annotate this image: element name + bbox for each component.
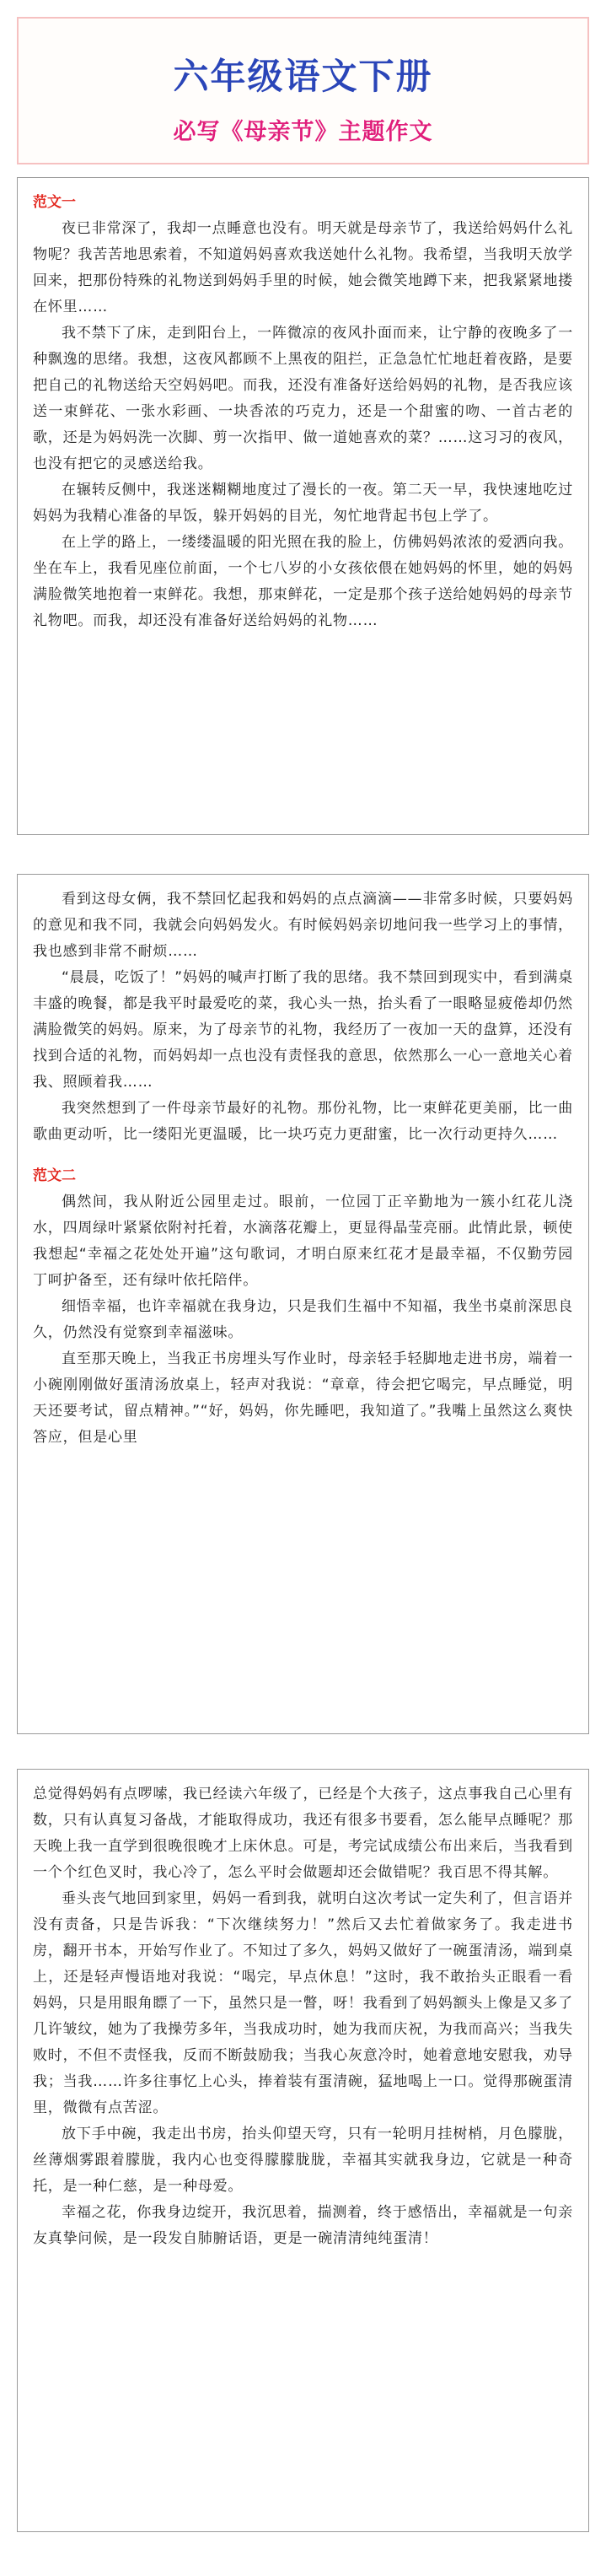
header-banner	[17, 17, 589, 164]
essay-card-2	[17, 874, 589, 1734]
page-subtitle: 必写《母亲节》主题作文	[173, 119, 433, 145]
paragraph: 我突然想到了一件母亲节最好的礼物。那份礼物，比一束鲜花更美丽，比一曲歌曲更动听，比一缕阳光更温暖，比一块巧克力更甜蜜，比一次行动更持久……	[33, 1100, 573, 1143]
paragraph: 细悟幸福，也许幸福就在我身边，只是我们生福中不知福，我坐书桌前深思良久，仍然没有觉察到幸福滋味。	[33, 1298, 573, 1341]
section-label-fan2: 范文二	[33, 1167, 76, 1184]
paragraph: 夜已非常深了，我却一点睡意也没有。明天就是母亲节了，我送给妈妈什么礼物呢？我苦苦地思索着，不知道妈妈喜欢我送她什么礼物。我希望，当我明天放学回来，把那份特殊的礼物送到妈妈手里的时候，她会微笑地蹲下来，把我紧紧地搂在怀里……	[33, 220, 573, 315]
paragraph: 我不禁下了床，走到阳台上，一阵微凉的夜风扑面而来，让宁静的夜晚多了一种飘逸的思绪。我想，这夜风都顾不上黑夜的阻拦，正急急忙忙地赶着夜路，是要把自己的礼物送给天空妈妈吧。而我，还没有准备好送给妈妈的礼物，是否我应该送一束鲜花、一张水彩画、一块香浓的巧克力，还是一个甜蜜的吻、一首古老的歌，还是为妈妈洗一次脚、剪一次指甲、做一道她喜欢的菜？……这习习的夜风，也没有把它的灵感送给我。	[33, 325, 573, 472]
paragraph: 总觉得妈妈有点啰嗦，我已经读六年级了，已经是个大孩子，这点事我自己心里有数，只有认真复习备战，才能取得成功，我还有很多书要看，怎么能早点睡呢？那天晚上我一直学到很晚很晚才上床休息。可是，考完试成绩公布出来后，当我看到一个个红色叉时，我心冷了，怎么平时会做题却还会做错呢？我百思不得其解。	[33, 1786, 573, 1881]
paragraph: 垂头丧气地回到家里，妈妈一看到我，就明白这次考试一定失利了，但言语并没有责备，只是告诉我：“下次继续努力！”然后又去忙着做家务了。我走进书房，翻开书本，开始写作业了。不知过了多久，妈妈又做好了一碗蛋清汤，端到桌上，还是轻声慢语地对我说：“喝完，早点休息！”这时，我不敢抬头正眼看一看妈妈，只是用眼角瞟了一下，虽然只是一瞥，呀！我看到了妈妈额头上像是又多了几许皱纹，她为了我操劳多年，当我成功时，她为我而庆祝，为我而高兴；当我失败时，不但不责怪我，反而不断鼓励我；当我心灰意冷时，她着意地安慰我，劝导我；当我……许多往事忆上心头，捧着装有蛋清碗，猛地喝上一口。觉得那碗蛋清里，微微有点苦涩。	[33, 1890, 573, 2116]
paragraph: “晨晨，吃饭了！”妈妈的喊声打断了我的思绪。我不禁回到现实中，看到满桌丰盛的晚餐，都是我平时最爱吃的菜，我心头一热，抬头看了一眼略显疲倦却仍然满脸微笑的妈妈。原来，为了母亲节的礼物，我经历了一夜加一天的盘算，还没有找到合适的礼物，而妈妈却一点也没有责怪我的意思，依然那么一心一意地关心着我、照顾着我……	[33, 969, 573, 1091]
paragraph: 直至那天晚上，当我正书房埋头写作业时，母亲轻手轻脚地走进书房，端着一小碗刚刚做好蛋清汤放桌上，轻声对我说：“章章，待会把它喝完，早点睡觉，明天还要考试，留点精神。”“好，妈妈，你先睡吧，我知道了。”我嘴上虽然这么爽快答应，但是心里	[33, 1350, 573, 1446]
essay-card-1	[17, 177, 589, 835]
section-label-fan1: 范文一	[33, 194, 76, 211]
essay-card-3	[17, 1769, 589, 2532]
paragraph: 在辗转反侧中，我迷迷糊糊地度过了漫长的一夜。第二天一早，我快速地吃过妈妈为我精心准备的早饭，躲开妈妈的目光，匆忙地背起书包上学了。	[33, 482, 573, 525]
paragraph: 看到这母女俩，我不禁回忆起我和妈妈的点点滴滴——非常多时候，只要妈妈的意见和我不同，我就会向妈妈发火。有时候妈妈亲切地问我一些学习上的事情，我也感到非常不耐烦……	[33, 891, 573, 960]
paragraph: 放下手中碗，我走出书房，抬头仰望天穹，只有一轮明月挂树梢，月色朦胧，丝薄烟雾跟着朦胧，我内心也变得朦朦胧胧，幸福其实就我身边，它就是一种奇托，是一种仁慈，是一种母爱。	[33, 2126, 573, 2195]
paragraph: 幸福之花，你我身边绽开，我沉思着，揣测着，终于感悟出，幸福就是一句亲友真挚问候，是一段发自肺腑话语，更是一碗清清纯纯蛋清！	[33, 2204, 573, 2247]
page-title: 六年级语文下册	[173, 56, 433, 97]
paragraph: 偶然间，我从附近公园里走过。眼前，一位园丁正辛勤地为一簇小红花儿浇水，四周绿叶紧紧依附衬托着，水滴落花瓣上，更显得晶莹亮丽。此情此景，顿使我想起“幸福之花处处开遍”这句歌词，才明白原来红花才是最幸福，不仅勤劳园丁呵护备至，还有绿叶依托陪伴。	[33, 1194, 573, 1289]
paragraph: 在上学的路上，一缕缕温暖的阳光照在我的脸上，仿佛妈妈浓浓的爱洒向我。坐在车上，我看见座位前面，一个七八岁的小女孩依偎在她妈妈的怀里，她的妈妈满脸微笑地抱着一束鲜花。我想，那束鲜花，一定是那个孩子送给她妈妈的母亲节礼物吧。而我，却还没有准备好送给妈妈的礼物……	[33, 534, 573, 629]
